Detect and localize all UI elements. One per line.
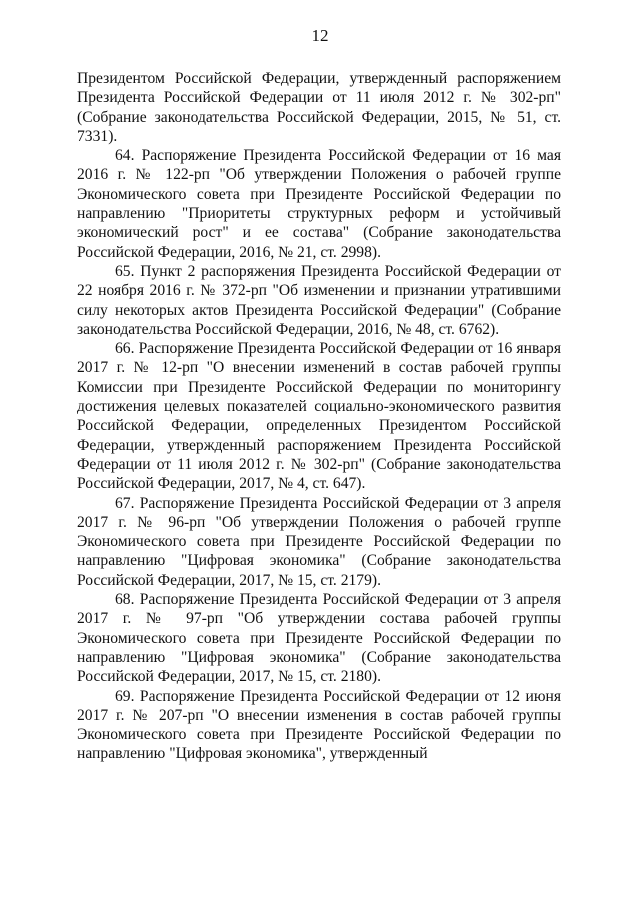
document-body <box>77 69 561 764</box>
paragraph-item-64: 64. Распоряжение Президента Российской Федерации от 16 мая 2016 г. № 122-рп "Об утверждении Положения о рабочей группе Экономического совета при Президенте Российской Федерации по направлению "Приоритеты структурных реформ и устойчивый экономический рост" и ее состава" (Собрание законодательства Российской Федерации, 2016, № 21, ст. 2998). <box>77 147 561 261</box>
paragraph-item-65: 65. Пункт 2 распоряжения Президента Российской Федерации от 22 ноября 2016 г. № 372-рп "Об изменении и признании утратившими силу некоторых актов Президента Российской Федерации" (Собрание законодательства Российской Федерации, 2016, № 48, ст. 6762). <box>77 262 561 338</box>
paragraph-item-67: 67. Распоряжение Президента Российской Федерации от 3 апреля 2017 г. № 96-рп "Об утверждении Положения о рабочей группе Экономического совета при Президенте Российской Федерации по направлению "Цифровая экономика" (Собрание законодательства Российской Федерации, 2017, № 15, ст. 2179). <box>77 494 561 589</box>
paragraph-item-69: 69. Распоряжение Президента Российской Федерации от 12 июня 2017 г. № 207-рп "О внесении изменения в состав рабочей группы Экономического совета при Президенте Российской Федерации по направлению "Цифровая экономика", утвержденный <box>77 687 561 763</box>
page-number: 12 <box>311 26 329 45</box>
paragraph-item-68: 68. Распоряжение Президента Российской Федерации от 3 апреля 2017 г. № 97-рп "Об утверждении состава рабочей группы Экономического совета при Президенте Российской Федерации по направлению "Цифровая экономика" (Собрание законодательства Российской Федерации, 2017, № 15, ст. 2180). <box>77 591 561 686</box>
paragraph-continuation: Президентом Российской Федерации, утвержденный распоряжением Президента Российской Федерации от 11 июля 2012 г. № 302-рп" (Собрание законодательства Российской Федерации, 2015, № 51, ст. 7331). <box>77 70 561 145</box>
paragraph-item-66: 66. Распоряжение Президента Российской Федерации от 16 января 2017 г. № 12-рп "О внесении изменений в состав рабочей группы Комиссии при Президенте Российской Федерации по мониторингу достижения целевых показателей социально-экономического развития Российской Федерации, определенных Президентом Российской Федерации, утвержденный распоряжением Президента Российской Федерации от 11 июля 2012 г. № 302-рп" (Собрание законодательства Российской Федерации, 2017, № 4, ст. 647). <box>77 340 561 493</box>
